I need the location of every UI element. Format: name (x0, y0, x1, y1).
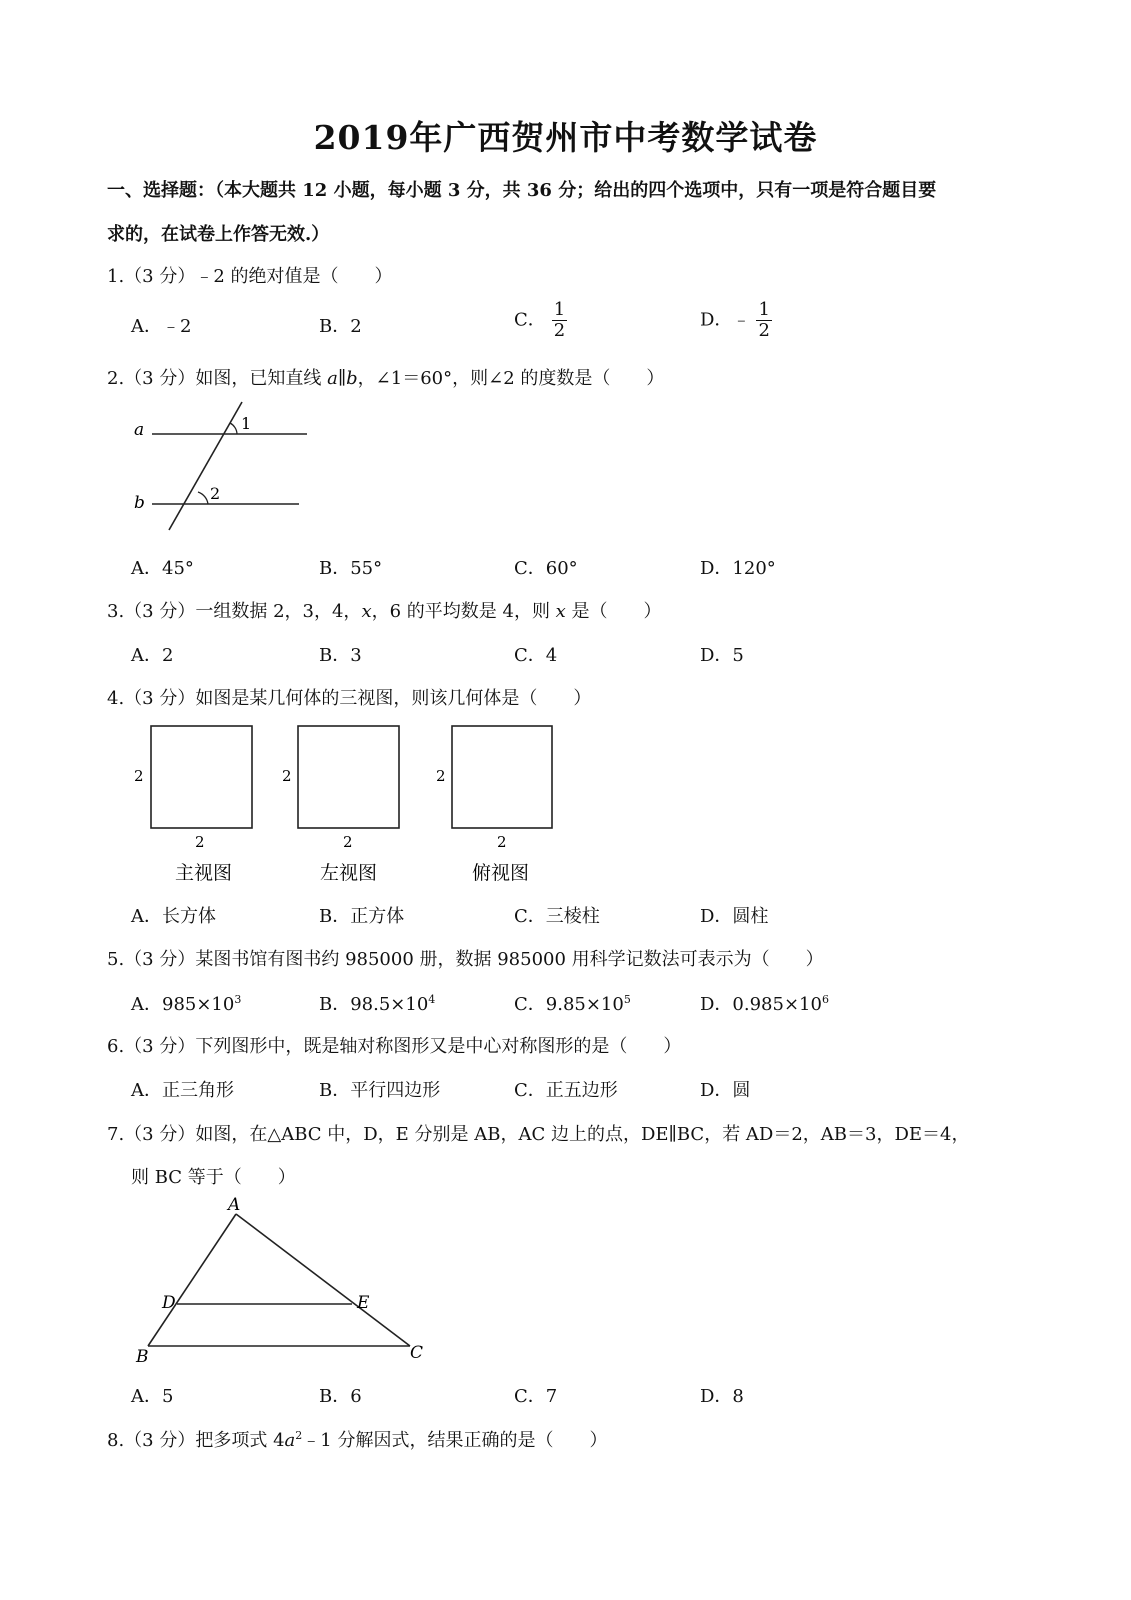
fraction-d (756, 300, 771, 341)
question-3-option-d: D．5 (700, 645, 744, 666)
q3-stem-part: 3.（3 分）一组数据 2，3，4， (107, 601, 362, 622)
left-view-side-label: 2 (282, 767, 292, 785)
question-5-option-a (131, 990, 241, 1016)
section-heading-line2: 求的，在试卷上作答无效.） (107, 224, 330, 245)
front-view-side-label: 2 (134, 767, 144, 785)
question-5-option-c (514, 990, 631, 1016)
question-6-option-d: D．圆 (700, 1080, 751, 1101)
question-1-option-c (514, 300, 567, 341)
question-5-option-d (700, 990, 829, 1016)
question-4-stem: 4.（3 分）如图是某几何体的三视图，则该几何体是（ ） (107, 688, 592, 709)
question-6-option-a: A．正三角形 (131, 1080, 234, 1101)
top-view-bottom-label: 2 (497, 833, 507, 851)
question-8-stem (107, 1426, 607, 1452)
fraction-c-denominator: 2 (553, 320, 566, 341)
top-view (436, 726, 552, 884)
vertex-label-a: A (228, 1196, 241, 1215)
q5-b-base: B．98.5×10 (319, 994, 429, 1015)
question-3-option-a: A．2 (131, 645, 174, 666)
question-1-option-a: A．﹣2 (131, 316, 192, 337)
option-c-label: C． (514, 309, 546, 331)
q3-var-x: x (555, 601, 566, 622)
front-view (134, 726, 252, 884)
question-4-option-b: B．正方体 (319, 906, 405, 927)
question-3-option-c: C．4 (514, 645, 558, 666)
vertex-label-b: B (136, 1347, 149, 1367)
question-7-option-b: B．6 (319, 1386, 362, 1407)
q5-d-base: D．0.985×10 (700, 994, 822, 1015)
fraction-c-numerator: 1 (553, 299, 566, 320)
page-title: 2019年广西贺州市中考数学试卷 (313, 118, 818, 157)
q5-a-exponent: 3 (234, 993, 242, 1006)
q5-a-base: A．985×10 (131, 994, 235, 1015)
q5-c-base: C．9.85×10 (514, 994, 624, 1015)
q2-var-a: a (327, 368, 338, 389)
q3-stem-part: ，6 的平均数是 4，则 (371, 601, 556, 622)
question-7-option-c: C．7 (514, 1386, 558, 1407)
question-4-option-a: A．长方体 (131, 906, 216, 927)
q2-parallel-sign: ∥ (337, 368, 347, 389)
top-view-square (452, 726, 552, 828)
fraction-c (552, 300, 567, 341)
q8-exponent: 2 (295, 1429, 303, 1442)
label-angle-1: 1 (241, 414, 252, 433)
question-1-option-d (700, 300, 772, 341)
q2-stem-part: 2.（3 分）如图，已知直线 (107, 368, 328, 389)
q8-stem-part: 8.（3 分）把多项式 4 (107, 1430, 285, 1451)
question-6-stem: 6.（3 分）下列图形中，既是轴对称图形又是中心对称图形的是（ ） (107, 1036, 682, 1057)
q8-stem-part: ﹣1 分解因式，结果正确的是（ ） (302, 1430, 608, 1451)
question-3-option-b: B．3 (319, 645, 362, 666)
label-b: b (134, 493, 145, 513)
question-3-stem (107, 597, 662, 623)
q5-c-exponent: 5 (623, 993, 631, 1006)
vertex-label-e: E (357, 1293, 370, 1313)
section-heading-line1: 一、选择题：（本大题共 12 小题，每小题 3 分，共 36 分；给出的四个选项中，只有一项是符合题目要 (107, 180, 937, 201)
q3-var-x: x (361, 601, 372, 622)
angle-2-arc (198, 492, 208, 504)
side-ac (236, 1214, 410, 1346)
left-view-bottom-label: 2 (343, 833, 353, 851)
question-2-stem (107, 364, 664, 390)
left-view-square (298, 726, 399, 828)
q2-stem-part: ，∠1＝60°，则∠2 的度数是（ ） (357, 368, 665, 389)
transversal (169, 402, 242, 530)
q3-stem-part: 是（ ） (565, 601, 662, 622)
question-2-option-c: C．60° (514, 558, 578, 579)
q5-d-exponent: 6 (821, 993, 829, 1006)
question-7-option-a: A．5 (131, 1386, 174, 1407)
label-a: a (134, 420, 145, 440)
question-7-stem-line2: 则 BC 等于（ ） (131, 1167, 296, 1188)
question-1-option-b: B．2 (319, 316, 362, 337)
angle-1-arc (230, 423, 237, 434)
question-6-option-b: B．平行四边形 (319, 1080, 441, 1101)
q2-var-b: b (346, 368, 358, 389)
three-view-figure (128, 722, 568, 890)
left-view (282, 726, 399, 884)
question-1-stem: 1.（3 分）﹣2 的绝对值是（ ） (107, 266, 393, 287)
question-7-stem-line1: 7.（3 分）如图，在△ABC 中，D，E 分别是 AB，AC 边上的点，DE∥BC，若 AD＝2，AB＝3，DE＝4， (107, 1124, 970, 1145)
front-view-bottom-label: 2 (195, 833, 205, 851)
side-ab (148, 1214, 236, 1346)
question-4-option-d: D．圆柱 (700, 906, 769, 927)
parallel-lines-figure (128, 398, 318, 536)
question-4-option-c: C．三棱柱 (514, 906, 600, 927)
question-6-option-c: C．正五边形 (514, 1080, 618, 1101)
question-7-option-d: D．8 (700, 1386, 744, 1407)
front-view-square (151, 726, 252, 828)
question-5-option-b (319, 990, 435, 1016)
left-view-caption: 左视图 (320, 862, 378, 884)
option-d-label: D．﹣ (700, 309, 751, 331)
question-2-option-a: A．45° (131, 558, 194, 579)
front-view-caption: 主视图 (175, 862, 233, 884)
triangle-figure (128, 1196, 438, 1372)
q8-var-a: a (284, 1430, 296, 1451)
label-angle-2: 2 (210, 484, 221, 503)
top-view-side-label: 2 (436, 767, 446, 785)
q5-b-exponent: 4 (428, 993, 436, 1006)
vertex-label-c: C (410, 1343, 424, 1363)
question-2-option-b: B．55° (319, 558, 383, 579)
top-view-caption: 俯视图 (472, 862, 530, 884)
fraction-d-denominator: 2 (758, 320, 770, 341)
vertex-label-d: D (162, 1293, 176, 1313)
fraction-d-numerator: 1 (758, 299, 770, 320)
question-2-option-d: D．120° (700, 558, 776, 579)
question-5-stem: 5.（3 分）某图书馆有图书约 985000 册，数据 985000 用科学记数法可表示为（ ） (107, 949, 824, 970)
